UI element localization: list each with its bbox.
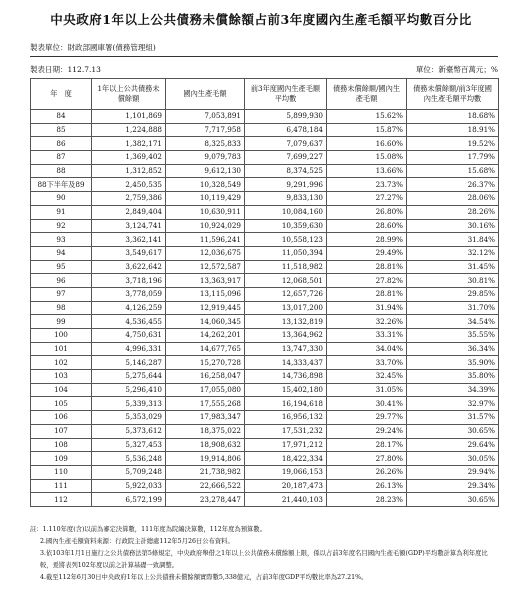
cell-debt-avg-ratio: 18.68% bbox=[407, 110, 499, 124]
cell-debt: 5,146,287 bbox=[92, 356, 166, 370]
cell-year: 88下半年及89 bbox=[31, 178, 92, 192]
table-row bbox=[31, 452, 499, 466]
cell-debt: 5,922,033 bbox=[92, 479, 166, 493]
cell-year: 108 bbox=[31, 438, 92, 452]
cell-debt-avg-ratio: 26.37% bbox=[407, 178, 499, 192]
cell-debt-avg-ratio: 36.34% bbox=[407, 342, 499, 356]
table-row bbox=[31, 356, 499, 370]
divider bbox=[30, 56, 498, 57]
cell-gdp: 12,036,675 bbox=[166, 246, 245, 260]
cell-debt-gdp-ratio: 15.08% bbox=[327, 151, 407, 165]
cell-gdp-avg: 10,359,630 bbox=[245, 219, 327, 233]
cell-gdp-avg: 13,364,962 bbox=[245, 329, 327, 343]
cell-gdp: 15,270,728 bbox=[166, 356, 245, 370]
header-debt-avg-ratio: 債務未償餘額/前3年度國內生產毛額平均數 bbox=[407, 79, 499, 110]
cell-gdp: 18,908,632 bbox=[166, 438, 245, 452]
cell-debt-avg-ratio: 32.97% bbox=[407, 397, 499, 411]
footnote-4: 4.截至112年6月30日中央政府1年以上公共債務未償餘額實際數5,338億元，占前3年度GDP平均數比率為27.21%。 bbox=[40, 574, 368, 581]
cell-debt: 4,750,631 bbox=[92, 329, 166, 343]
header-year: 年 度 bbox=[31, 79, 92, 110]
cell-debt: 4,996,331 bbox=[92, 342, 166, 356]
cell-gdp: 10,924,029 bbox=[166, 219, 245, 233]
cell-debt-gdp-ratio: 33.31% bbox=[327, 329, 407, 343]
cell-year: 95 bbox=[31, 260, 92, 274]
cell-year: 99 bbox=[31, 315, 92, 329]
cell-debt: 4,536,455 bbox=[92, 315, 166, 329]
cell-year: 111 bbox=[31, 479, 92, 493]
table-row bbox=[31, 110, 499, 124]
cell-gdp: 7,717,958 bbox=[166, 123, 245, 137]
cell-gdp-avg: 17,531,232 bbox=[245, 424, 327, 438]
cell-gdp: 21,738,982 bbox=[166, 465, 245, 479]
debt-table bbox=[30, 78, 499, 507]
cell-gdp: 14,677,765 bbox=[166, 342, 245, 356]
cell-year: 91 bbox=[31, 205, 92, 219]
table-row bbox=[31, 424, 499, 438]
cell-debt-avg-ratio: 19.52% bbox=[407, 137, 499, 151]
cell-debt-avg-ratio: 30.16% bbox=[407, 219, 499, 233]
cell-debt: 2,450,535 bbox=[92, 178, 166, 192]
cell-gdp: 16,258,047 bbox=[166, 370, 245, 384]
table-row bbox=[31, 178, 499, 192]
cell-debt-gdp-ratio: 26.26% bbox=[327, 465, 407, 479]
footnote-3: 3.依103年1月1日施行之公共債務法第5條規定，中央政府舉借之1年以上公共債務未償餘額上限，係以占前3年度名目國內生產毛額(GDP)平均數計算為利年度比較，爰將表列102年度以前之計算基礎一致調整。 bbox=[40, 550, 488, 569]
table-row bbox=[31, 479, 499, 493]
cell-year: 105 bbox=[31, 397, 92, 411]
cell-debt-gdp-ratio: 27.80% bbox=[327, 452, 407, 466]
cell-debt: 3,778,059 bbox=[92, 287, 166, 301]
cell-debt-gdp-ratio: 32.45% bbox=[327, 370, 407, 384]
cell-gdp-avg: 13,747,330 bbox=[245, 342, 327, 356]
footnotes bbox=[30, 524, 500, 584]
cell-gdp: 23,278,447 bbox=[166, 493, 245, 507]
cell-debt-avg-ratio: 17.79% bbox=[407, 151, 499, 165]
cell-debt: 3,718,196 bbox=[92, 274, 166, 288]
cell-year: 112 bbox=[31, 493, 92, 507]
cell-gdp: 13,115,096 bbox=[166, 287, 245, 301]
header-debt: 1年以上公共債務未償餘額 bbox=[92, 79, 166, 110]
footnote-2: 2.國內生產毛額資料來源：行政院主計總處112年5月26日公布資料。 bbox=[40, 538, 234, 545]
cell-debt-gdp-ratio: 28.81% bbox=[327, 287, 407, 301]
cell-gdp-avg: 12,657,726 bbox=[245, 287, 327, 301]
cell-debt-avg-ratio: 29.94% bbox=[407, 465, 499, 479]
cell-gdp-avg: 16,194,618 bbox=[245, 397, 327, 411]
cell-gdp-avg: 5,899,930 bbox=[245, 110, 327, 124]
cell-debt-gdp-ratio: 31.05% bbox=[327, 383, 407, 397]
page-title: 中央政府1年以上公共債務未償餘額占前3年度國內生產毛額平均數百分比 bbox=[50, 12, 472, 27]
cell-debt-gdp-ratio: 27.82% bbox=[327, 274, 407, 288]
cell-gdp-avg: 20,187,473 bbox=[245, 479, 327, 493]
table-row bbox=[31, 151, 499, 165]
cell-gdp: 17,055,080 bbox=[166, 383, 245, 397]
cell-debt-gdp-ratio: 33.70% bbox=[327, 356, 407, 370]
cell-debt: 1,101,869 bbox=[92, 110, 166, 124]
cell-gdp: 12,572,587 bbox=[166, 260, 245, 274]
cell-gdp: 9,079,783 bbox=[166, 151, 245, 165]
cell-debt: 5,709,248 bbox=[92, 465, 166, 479]
cell-gdp-avg: 11,050,394 bbox=[245, 246, 327, 260]
compile-date: 製表日期：112.7.13 bbox=[30, 65, 101, 74]
cell-debt-avg-ratio: 35.55% bbox=[407, 329, 499, 343]
cell-debt-gdp-ratio: 15.62% bbox=[327, 110, 407, 124]
header-debt-gdp-ratio: 債務未償餘額/國內生產毛額 bbox=[327, 79, 407, 110]
cell-debt-avg-ratio: 32.12% bbox=[407, 246, 499, 260]
cell-debt-gdp-ratio: 32.26% bbox=[327, 315, 407, 329]
cell-year: 84 bbox=[31, 110, 92, 124]
cell-debt-gdp-ratio: 26.13% bbox=[327, 479, 407, 493]
cell-year: 107 bbox=[31, 424, 92, 438]
cell-debt-gdp-ratio: 31.94% bbox=[327, 301, 407, 315]
table-row bbox=[31, 438, 499, 452]
cell-year: 92 bbox=[31, 219, 92, 233]
cell-debt-avg-ratio: 31.57% bbox=[407, 411, 499, 425]
cell-debt-avg-ratio: 31.45% bbox=[407, 260, 499, 274]
cell-debt: 5,327,453 bbox=[92, 438, 166, 452]
table-row bbox=[31, 329, 499, 343]
cell-debt-gdp-ratio: 28.60% bbox=[327, 219, 407, 233]
cell-debt-avg-ratio: 18.91% bbox=[407, 123, 499, 137]
cell-debt-avg-ratio: 35.80% bbox=[407, 370, 499, 384]
cell-gdp-avg: 9,833,130 bbox=[245, 192, 327, 206]
cell-debt-avg-ratio: 29.64% bbox=[407, 438, 499, 452]
cell-debt-avg-ratio: 34.54% bbox=[407, 315, 499, 329]
cell-gdp: 9,612,130 bbox=[166, 164, 245, 178]
table-header-row bbox=[31, 79, 499, 110]
cell-gdp-avg: 18,422,334 bbox=[245, 452, 327, 466]
cell-debt-avg-ratio: 31.84% bbox=[407, 233, 499, 247]
cell-debt-gdp-ratio: 23.73% bbox=[327, 178, 407, 192]
cell-gdp: 11,596,241 bbox=[166, 233, 245, 247]
cell-debt-gdp-ratio: 34.04% bbox=[327, 342, 407, 356]
cell-gdp-avg: 16,956,132 bbox=[245, 411, 327, 425]
table-row bbox=[31, 123, 499, 137]
cell-debt: 5,353,029 bbox=[92, 411, 166, 425]
cell-gdp: 22,666,522 bbox=[166, 479, 245, 493]
cell-year: 93 bbox=[31, 233, 92, 247]
cell-year: 86 bbox=[31, 137, 92, 151]
cell-debt: 3,362,141 bbox=[92, 233, 166, 247]
table-row bbox=[31, 287, 499, 301]
cell-year: 85 bbox=[31, 123, 92, 137]
table-row bbox=[31, 164, 499, 178]
table-row bbox=[31, 383, 499, 397]
cell-debt-avg-ratio: 15.68% bbox=[407, 164, 499, 178]
cell-year: 87 bbox=[31, 151, 92, 165]
cell-debt: 3,124,741 bbox=[92, 219, 166, 233]
cell-debt-gdp-ratio: 28.23% bbox=[327, 493, 407, 507]
cell-year: 103 bbox=[31, 370, 92, 384]
cell-debt: 6,572,199 bbox=[92, 493, 166, 507]
cell-debt-avg-ratio: 34.39% bbox=[407, 383, 499, 397]
cell-debt: 1,312,852 bbox=[92, 164, 166, 178]
footnote-1: 註：1.110年度(含)以前為審定決算數，111年度為院編決算數，112年度為預算數。 bbox=[30, 526, 266, 533]
cell-debt-avg-ratio: 28.06% bbox=[407, 192, 499, 206]
cell-year: 90 bbox=[31, 192, 92, 206]
table-row bbox=[31, 397, 499, 411]
cell-debt-gdp-ratio: 13.66% bbox=[327, 164, 407, 178]
table-row bbox=[31, 493, 499, 507]
cell-year: 110 bbox=[31, 465, 92, 479]
table-row bbox=[31, 205, 499, 219]
cell-debt-gdp-ratio: 28.99% bbox=[327, 233, 407, 247]
cell-debt-gdp-ratio: 28.81% bbox=[327, 260, 407, 274]
table-body bbox=[31, 110, 499, 507]
cell-gdp: 18,375,022 bbox=[166, 424, 245, 438]
table-row bbox=[31, 137, 499, 151]
cell-year: 109 bbox=[31, 452, 92, 466]
cell-debt-avg-ratio: 30.05% bbox=[407, 452, 499, 466]
cell-debt: 4,126,259 bbox=[92, 301, 166, 315]
cell-gdp-avg: 14,736,898 bbox=[245, 370, 327, 384]
unit-label: 單位：新臺幣百萬元；% bbox=[415, 65, 498, 74]
cell-gdp: 14,262,201 bbox=[166, 329, 245, 343]
cell-debt: 5,275,644 bbox=[92, 370, 166, 384]
compiler-row bbox=[30, 42, 498, 53]
cell-gdp: 13,363,917 bbox=[166, 274, 245, 288]
cell-gdp: 17,555,268 bbox=[166, 397, 245, 411]
cell-gdp-avg: 9,291,996 bbox=[245, 178, 327, 192]
cell-gdp: 17,983,347 bbox=[166, 411, 245, 425]
cell-debt: 2,759,386 bbox=[92, 192, 166, 206]
cell-debt-avg-ratio: 29.85% bbox=[407, 287, 499, 301]
cell-debt: 5,296,410 bbox=[92, 383, 166, 397]
cell-debt-gdp-ratio: 29.49% bbox=[327, 246, 407, 260]
cell-debt-gdp-ratio: 29.24% bbox=[327, 424, 407, 438]
date-row bbox=[30, 64, 498, 75]
cell-gdp-avg: 8,374,525 bbox=[245, 164, 327, 178]
cell-debt: 1,369,402 bbox=[92, 151, 166, 165]
cell-year: 88 bbox=[31, 164, 92, 178]
cell-debt-avg-ratio: 35.90% bbox=[407, 356, 499, 370]
cell-gdp-avg: 15,402,180 bbox=[245, 383, 327, 397]
cell-year: 104 bbox=[31, 383, 92, 397]
cell-gdp: 10,328,549 bbox=[166, 178, 245, 192]
cell-year: 96 bbox=[31, 274, 92, 288]
table-row bbox=[31, 411, 499, 425]
cell-debt-gdp-ratio: 27.27% bbox=[327, 192, 407, 206]
cell-year: 102 bbox=[31, 356, 92, 370]
cell-gdp-avg: 6,478,184 bbox=[245, 123, 327, 137]
cell-gdp: 7,053,891 bbox=[166, 110, 245, 124]
cell-gdp-avg: 7,079,637 bbox=[245, 137, 327, 151]
table-row bbox=[31, 315, 499, 329]
cell-debt: 5,373,612 bbox=[92, 424, 166, 438]
cell-gdp-avg: 13,017,200 bbox=[245, 301, 327, 315]
cell-gdp-avg: 17,971,212 bbox=[245, 438, 327, 452]
cell-gdp-avg: 7,699,227 bbox=[245, 151, 327, 165]
compiler-unit: 製表單位：財政部國庫署(債務管理組) bbox=[30, 43, 156, 52]
cell-debt: 1,382,171 bbox=[92, 137, 166, 151]
header-gdp: 國內生產毛額 bbox=[166, 79, 245, 110]
table-row bbox=[31, 370, 499, 384]
cell-debt-avg-ratio: 30.81% bbox=[407, 274, 499, 288]
cell-debt-gdp-ratio: 15.87% bbox=[327, 123, 407, 137]
table-row bbox=[31, 233, 499, 247]
cell-gdp-avg: 14,333,437 bbox=[245, 356, 327, 370]
cell-gdp: 8,325,833 bbox=[166, 137, 245, 151]
cell-gdp-avg: 21,440,103 bbox=[245, 493, 327, 507]
cell-gdp-avg: 13,132,819 bbox=[245, 315, 327, 329]
table-row bbox=[31, 274, 499, 288]
table-row bbox=[31, 219, 499, 233]
cell-year: 101 bbox=[31, 342, 92, 356]
cell-debt: 5,536,248 bbox=[92, 452, 166, 466]
cell-debt: 3,549,617 bbox=[92, 246, 166, 260]
cell-debt: 5,339,313 bbox=[92, 397, 166, 411]
table-row bbox=[31, 301, 499, 315]
cell-gdp-avg: 12,068,501 bbox=[245, 274, 327, 288]
cell-debt-gdp-ratio: 28.17% bbox=[327, 438, 407, 452]
cell-gdp: 12,919,445 bbox=[166, 301, 245, 315]
cell-debt-gdp-ratio: 29.77% bbox=[327, 411, 407, 425]
cell-debt-avg-ratio: 30.65% bbox=[407, 493, 499, 507]
cell-year: 97 bbox=[31, 287, 92, 301]
table-row bbox=[31, 260, 499, 274]
cell-gdp-avg: 10,558,123 bbox=[245, 233, 327, 247]
table-row bbox=[31, 192, 499, 206]
cell-debt-avg-ratio: 28.26% bbox=[407, 205, 499, 219]
cell-gdp: 10,630,911 bbox=[166, 205, 245, 219]
cell-year: 94 bbox=[31, 246, 92, 260]
cell-gdp-avg: 11,518,982 bbox=[245, 260, 327, 274]
cell-debt: 2,849,404 bbox=[92, 205, 166, 219]
cell-gdp: 14,060,345 bbox=[166, 315, 245, 329]
cell-debt-avg-ratio: 29.34% bbox=[407, 479, 499, 493]
cell-gdp: 10,119,429 bbox=[166, 192, 245, 206]
table-row bbox=[31, 246, 499, 260]
cell-year: 100 bbox=[31, 329, 92, 343]
cell-debt-gdp-ratio: 26.80% bbox=[327, 205, 407, 219]
cell-debt-gdp-ratio: 16.60% bbox=[327, 137, 407, 151]
header-gdp-avg: 前3年度國內生產毛額平均數 bbox=[245, 79, 327, 110]
cell-gdp-avg: 10,084,160 bbox=[245, 205, 327, 219]
table-row bbox=[31, 465, 499, 479]
cell-debt: 1,224,888 bbox=[92, 123, 166, 137]
cell-gdp-avg: 19,066,153 bbox=[245, 465, 327, 479]
cell-debt: 3,622,642 bbox=[92, 260, 166, 274]
cell-debt-avg-ratio: 30.65% bbox=[407, 424, 499, 438]
table-row bbox=[31, 342, 499, 356]
cell-debt-gdp-ratio: 30.41% bbox=[327, 397, 407, 411]
cell-debt-avg-ratio: 31.70% bbox=[407, 301, 499, 315]
cell-year: 106 bbox=[31, 411, 92, 425]
cell-gdp: 19,914,806 bbox=[166, 452, 245, 466]
cell-year: 98 bbox=[31, 301, 92, 315]
